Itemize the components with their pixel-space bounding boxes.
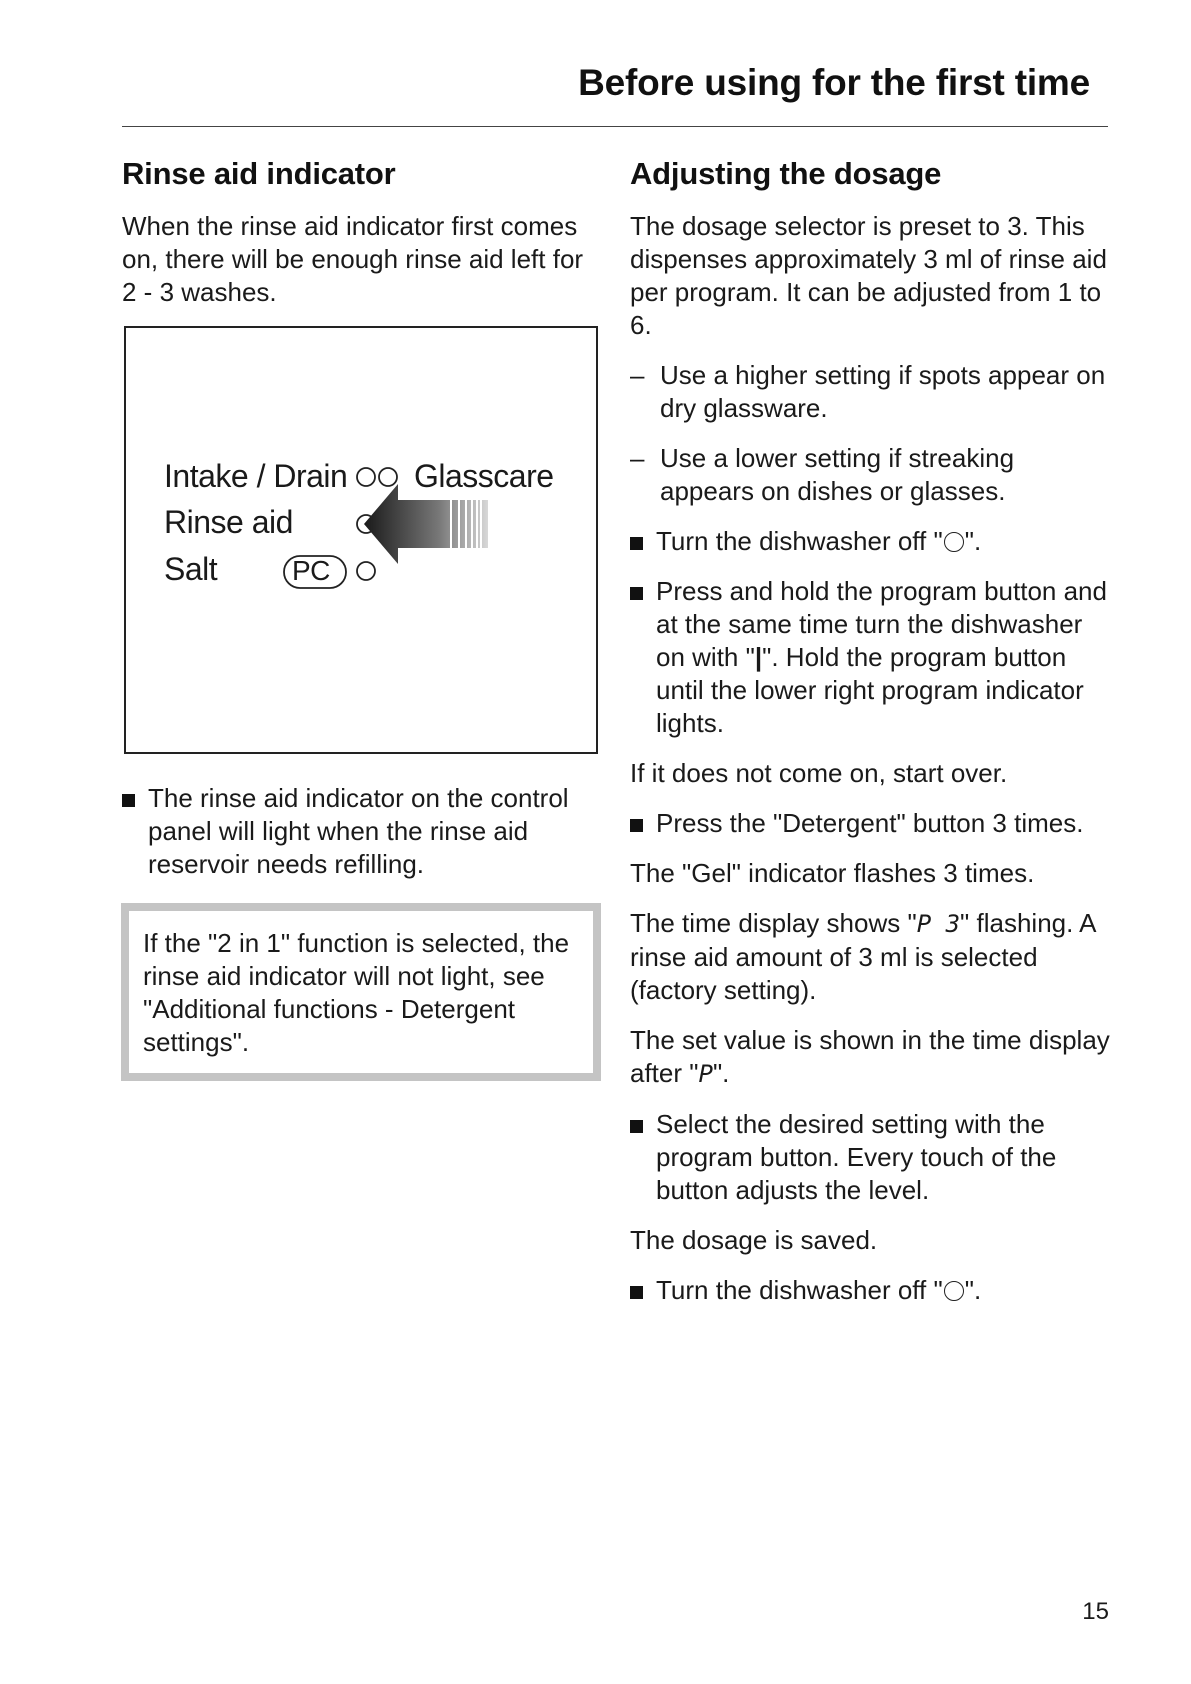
page-title: Before using for the first time — [578, 62, 1090, 103]
dash-item-lower — [630, 442, 1110, 508]
salt-led — [357, 562, 375, 580]
set-value-text — [630, 1024, 1110, 1091]
dash-item-text: Use a higher setting if spots appear on dry glassware. — [660, 360, 1106, 423]
dosage-saved-text: The dosage is saved. — [630, 1225, 878, 1255]
control-panel-illustration — [126, 328, 600, 756]
left-column — [122, 156, 600, 1081]
note-text: If the "2 in 1" function is selected, the rinse aid indicator will not light, see "Additional functions - Detergent settings". — [143, 928, 570, 1057]
dash-mark: – — [630, 443, 645, 473]
intake-drain-led — [357, 468, 375, 486]
rinse-aid-bullet — [122, 782, 600, 881]
glasscare-label: Glasscare — [414, 458, 554, 494]
arrow-indicator-icon — [364, 484, 488, 564]
bullet-square-icon — [630, 587, 643, 600]
bullet-square-icon — [122, 794, 135, 807]
control-panel-figure — [124, 326, 598, 754]
step-press-hold — [630, 575, 1110, 740]
set-value-text-post: ". — [712, 1058, 730, 1088]
right-column — [630, 156, 1110, 1324]
lcd-p: P — [698, 1060, 713, 1088]
time-display-text — [630, 907, 1110, 1007]
bullet-square-icon — [630, 1286, 643, 1299]
dosage-intro: The dosage selector is preset to 3. This dispenses approximately 3 ml of rinse aid per program. It can be adjusted from 1 to 6. — [630, 211, 1107, 340]
rinse-aid-intro: When the rinse aid indicator first comes on, there will be enough rinse aid left for 2 - 3 washes. — [122, 211, 584, 307]
salt-label: Salt — [164, 551, 218, 587]
power-off-symbol-icon — [944, 1281, 964, 1301]
intake-drain-label: Intake / Drain — [164, 458, 348, 494]
page-number: 15 — [1082, 1598, 1109, 1625]
glasscare-led — [379, 468, 397, 486]
dosage-heading: Adjusting the dosage — [630, 156, 942, 191]
header-rule — [122, 126, 1108, 127]
pc-label: PC — [292, 555, 330, 586]
bullet-square-icon — [630, 537, 643, 550]
power-on-symbol-icon: | — [754, 642, 763, 672]
rinse-aid-heading: Rinse aid indicator — [122, 156, 396, 191]
start-over-text: If it does not come on, start over. — [630, 758, 1008, 788]
step-text: Turn the dishwasher off " — [656, 526, 943, 556]
rinse-aid-label: Rinse aid — [164, 504, 293, 540]
step-text: ". — [964, 526, 982, 556]
step-text: Turn the dishwasher off " — [656, 1275, 943, 1305]
step-turn-off-final — [630, 1274, 1110, 1307]
step-text: Press the "Detergent" button 3 times. — [656, 808, 1084, 838]
note-box — [121, 903, 601, 1081]
power-off-symbol-icon — [944, 532, 964, 552]
bullet-square-icon — [630, 819, 643, 832]
dash-item-higher — [630, 359, 1110, 425]
step-text: Press and hold the program button and at the same time turn the dishwasher on with " — [656, 576, 1107, 672]
time-display-text-pre: The time display shows " — [630, 908, 917, 938]
step-turn-off — [630, 525, 1110, 558]
lcd-p3: P 3 — [916, 910, 961, 938]
step-text: Select the desired setting with the program button. Every touch of the button adjusts the level. — [656, 1109, 1057, 1205]
gel-indicator-text: The "Gel" indicator flashes 3 times. — [630, 858, 1035, 888]
step-text: ". — [964, 1275, 982, 1305]
time-display-text-post: " flashing. A rinse aid amount of 3 ml is selected (factory setting). — [630, 908, 1096, 1005]
dash-mark: – — [630, 360, 645, 390]
bullet-square-icon — [630, 1120, 643, 1133]
set-value-text-pre: The set value is shown in the time display after " — [630, 1025, 1110, 1088]
step-text: ". Hold the program button until the lower right program indicator lights. — [656, 642, 1084, 738]
rinse-aid-bullet-text: The rinse aid indicator on the control panel will light when the rinse aid reservoir needs refilling. — [148, 783, 569, 879]
step-detergent — [630, 807, 1110, 840]
dash-item-text: Use a lower setting if streaking appears on dishes or glasses. — [660, 443, 1015, 506]
step-select-setting — [630, 1108, 1110, 1207]
